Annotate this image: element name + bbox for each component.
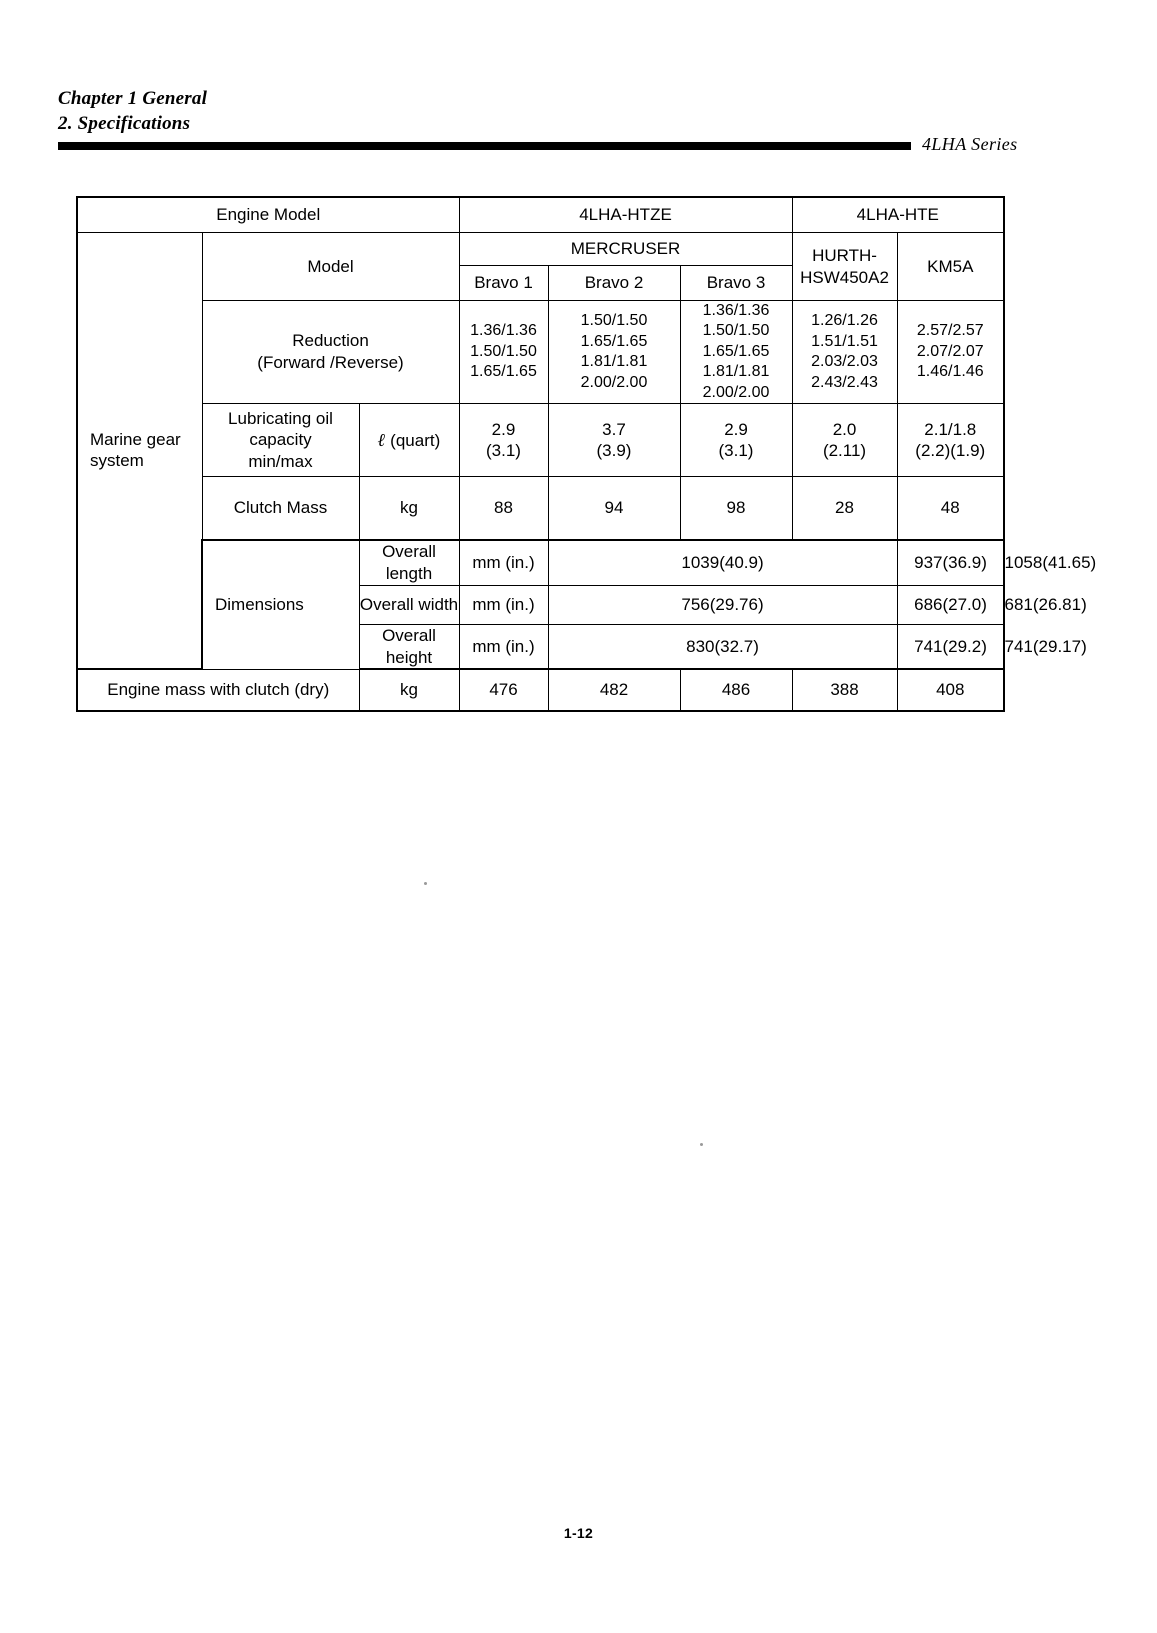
table-row-clutch-mass (77, 477, 1004, 541)
lube-label-line2: capacity (249, 430, 312, 450)
row-label-reduction (202, 301, 459, 404)
column-header-bravo-2: Bravo 2 (548, 266, 680, 301)
engine-mass-bravo-1: 476 (459, 669, 548, 711)
series-label: 4LHA Series (922, 134, 1018, 155)
table-row-overall-width: Overall width mm (in.) 756(29.76) 686(27.0) 681(26.81) (77, 585, 1004, 624)
row-label-overall-width: Overall width (359, 585, 459, 624)
group-label-marine-gear-line1: Marine gear (90, 429, 181, 449)
clutch-mass-hurth: 28 (792, 477, 897, 541)
section-title: 2. Specifications (58, 113, 191, 135)
quart-text: (quart) (390, 430, 441, 450)
lube-value-bravo-2: 3.7 (3.9) (548, 404, 680, 477)
unit-liter-quart (359, 404, 459, 477)
header-divider-rule (58, 142, 911, 150)
reduction-value-hurth: 1.26/1.26 1.51/1.51 2.03/2.03 2.43/2.43 (792, 301, 897, 404)
overall-width-mercruiser: 756(29.76) (548, 585, 897, 624)
model-hurth-hsw450a2 (792, 233, 897, 301)
reduction-value-km5a: 2.57/2.57 2.07/2.07 1.46/1.46 (897, 301, 1004, 404)
specifications-table-container (76, 196, 1097, 712)
row-label-engine-mass: Engine mass with clutch (dry) (77, 669, 359, 711)
table-row-engine-model (77, 197, 1004, 233)
engine-mass-hurth: 388 (792, 669, 897, 711)
lube-label-line1: Lubricating oil (228, 408, 333, 428)
header-titles (58, 86, 1058, 136)
engine-mass-bravo-2: 482 (548, 669, 680, 711)
lube-label-line3: min/max (248, 452, 313, 472)
row-label-overall-length: Overall length (359, 540, 459, 585)
table-row-reduction (77, 301, 1004, 404)
brand-mercruiser: MERCRUSER (459, 233, 792, 266)
overall-length-mercruiser: 1039(40.9) (548, 540, 897, 585)
table-row-overall-length: Dimensions Overall length mm (in.) 1039(40.9) 937(36.9) 1058(41.65) (77, 540, 1004, 585)
unit-overall-width: mm (in.) (459, 585, 548, 624)
clutch-mass-bravo-3: 98 (680, 477, 792, 541)
row-label-clutch-mass: Clutch Mass (202, 477, 359, 541)
engine-model-hte: 4LHA-HTE (792, 197, 1004, 233)
engine-model-htze: 4LHA-HTZE (459, 197, 792, 233)
clutch-mass-bravo-1: 88 (459, 477, 548, 541)
column-header-bravo-3: Bravo 3 (680, 266, 792, 301)
scan-speck-lower (700, 1143, 703, 1146)
lube-value-bravo-1: 2.9 (3.1) (459, 404, 548, 477)
unit-overall-length: mm (in.) (459, 540, 548, 585)
overall-width-hurth: 686(27.0) (897, 585, 1004, 624)
model-hurth-line1: HURTH- (812, 245, 877, 265)
table-row-overall-height: Overall height mm (in.) 830(32.7) 741(29.2) 741(29.17) (77, 624, 1004, 669)
overall-height-mercruiser: 830(32.7) (548, 624, 897, 669)
table-row-lubricating-oil (77, 404, 1004, 477)
model-hurth-line2: HSW450A2 (800, 267, 889, 287)
scan-speck-upper (424, 882, 427, 885)
lube-value-km5a: 2.1/1.8 (2.2)(1.9) (897, 404, 1004, 477)
reduction-value-bravo-1: 1.36/1.36 1.50/1.50 1.65/1.65 (459, 301, 548, 404)
row-label-lubricating-oil (202, 404, 359, 477)
clutch-mass-km5a: 48 (897, 477, 1004, 541)
engine-model-label: Engine Model (77, 197, 459, 233)
table-row-model-brand (77, 233, 1004, 266)
engine-mass-km5a: 408 (897, 669, 1004, 711)
liter-symbol: ℓ (377, 429, 386, 450)
clutch-mass-bravo-2: 94 (548, 477, 680, 541)
specifications-table (76, 196, 1097, 712)
table-row-engine-mass (77, 669, 1004, 711)
group-label-dimensions (202, 540, 359, 669)
unit-clutch-mass: kg (359, 477, 459, 541)
row-label-model: Model (202, 233, 459, 301)
header-rule-row (58, 134, 1058, 155)
row-label-overall-height: Overall height (359, 624, 459, 669)
row-label-reduction-line1: Reduction (292, 331, 369, 351)
column-header-bravo-1: Bravo 1 (459, 266, 548, 301)
overall-length-hurth: 937(36.9) (897, 540, 1004, 585)
page-header (58, 86, 1058, 154)
overall-height-hurth: 741(29.2) (897, 624, 1004, 669)
group-label-marine-gear (77, 233, 202, 670)
engine-mass-bravo-3: 486 (680, 669, 792, 711)
unit-engine-mass: kg (359, 669, 459, 711)
reduction-value-bravo-3: 1.36/1.36 1.50/1.50 1.65/1.65 1.81/1.81 2.00/2.00 (680, 301, 792, 404)
reduction-value-bravo-2: 1.50/1.50 1.65/1.65 1.81/1.81 2.00/2.00 (548, 301, 680, 404)
lube-value-hurth: 2.0 (2.11) (792, 404, 897, 477)
group-label-dimensions-text: Dimensions (215, 595, 304, 615)
unit-overall-height: mm (in.) (459, 624, 548, 669)
page-number: 1-12 (563, 1525, 594, 1541)
lube-value-bravo-3: 2.9 (3.1) (680, 404, 792, 477)
row-label-reduction-line2: (Forward /Reverse) (257, 353, 404, 373)
chapter-title: Chapter 1 General (58, 88, 208, 109)
group-label-marine-gear-line2: system (90, 450, 144, 470)
model-km5a: KM5A (897, 233, 1004, 301)
